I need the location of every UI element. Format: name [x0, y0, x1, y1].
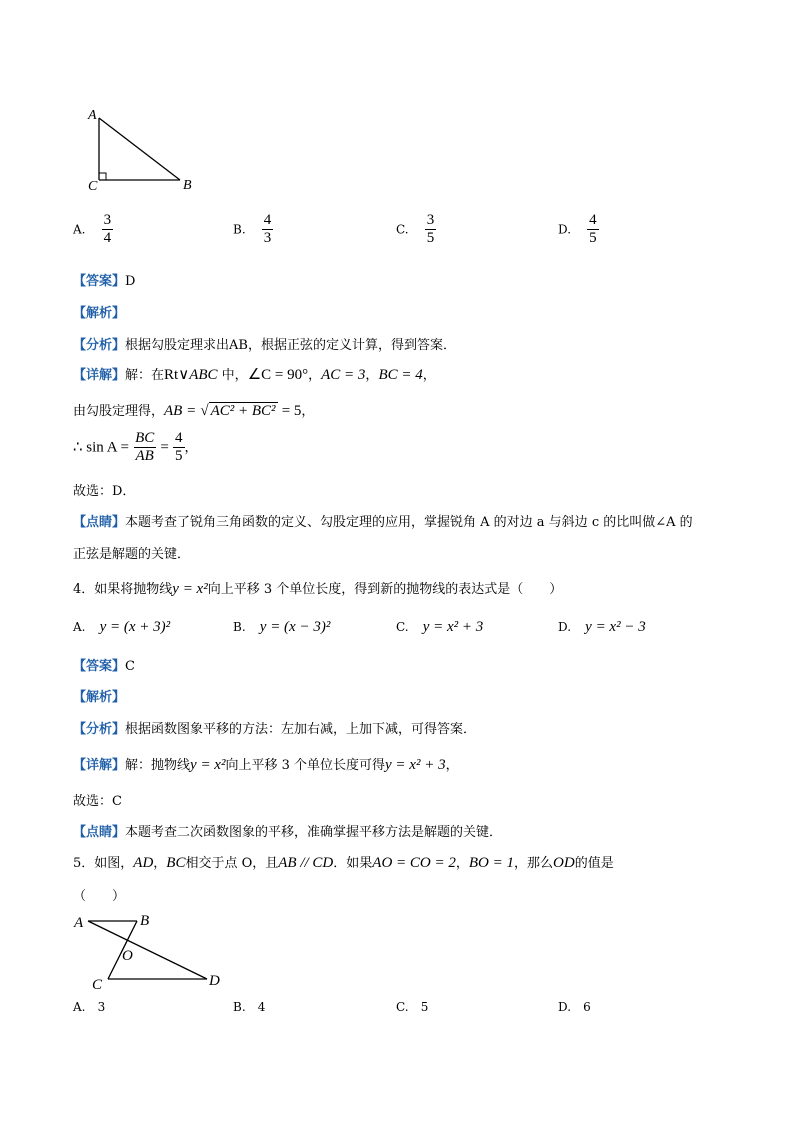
option-letter: D. — [558, 620, 572, 634]
denominator: 5 — [175, 448, 183, 465]
option-value: 3 — [97, 1000, 106, 1014]
q3-sin — [73, 430, 198, 466]
triangle-name: ABC — [189, 367, 218, 383]
fraction — [425, 212, 437, 248]
q3-option-d[interactable] — [558, 212, 599, 248]
stem-text: ，那么 — [514, 856, 554, 871]
option-value: 4 — [257, 1000, 266, 1014]
stem-pre: 4．如果将抛物线 — [73, 582, 173, 597]
xiangjie-tag: 【详解】 — [73, 758, 126, 773]
segment-bc: BC — [166, 855, 186, 871]
ab-value: = 5 — [281, 403, 302, 419]
q3-jiexi — [73, 302, 125, 321]
denominator: 4 — [103, 230, 112, 247]
answer-tag: 【答案】 — [73, 274, 126, 289]
option-letter: D. — [558, 1000, 572, 1014]
angle-c: ∠C = 90° — [247, 367, 309, 383]
dianjing-tag: 【点睛】 — [73, 515, 126, 530]
stem-equation: y = x² — [172, 581, 208, 597]
point-c-label: C — [92, 977, 103, 993]
point-a-label: A — [74, 915, 84, 931]
point-b-label: B — [140, 913, 150, 929]
sep: ， — [422, 368, 436, 383]
q3-option-b[interactable] — [233, 212, 273, 248]
fenxi-tag: 【分析】 — [73, 722, 126, 737]
option-letter: B. — [233, 620, 246, 634]
option-value: 5 — [420, 1000, 429, 1014]
length-equation: AO = CO = 2 — [372, 855, 456, 871]
option-expression: y = (x − 3)² — [259, 619, 331, 635]
jiexi-tag: 【解析】 — [73, 306, 126, 321]
text-mid: 中， — [217, 368, 248, 383]
option-letter: A. — [73, 222, 86, 237]
numerator: 4 — [589, 212, 597, 228]
option-expression: y = x² + 3 — [422, 619, 484, 635]
figure-right-triangle — [80, 100, 210, 200]
xiangjie-text: 解：在 — [125, 368, 165, 383]
q3-dianjing-line2 — [73, 543, 190, 562]
comma: ， — [184, 440, 198, 456]
segment-od: OD — [553, 855, 575, 871]
xiangjie-text: 解：抛物线 — [125, 758, 191, 773]
dianjing-text-2: 正弦是解题的关键． — [73, 547, 191, 562]
ac-eq: AC = 3 — [321, 367, 366, 383]
q3-xiangjie — [73, 364, 436, 384]
option-letter: A. — [73, 620, 86, 634]
fraction — [102, 212, 114, 248]
point-d-label: D — [209, 973, 220, 989]
option-expression: y = (x + 3)² — [99, 619, 171, 635]
option-letter: B. — [233, 1000, 246, 1014]
q5-option-a[interactable] — [73, 1000, 105, 1015]
guxuan-text: 故选：D． — [73, 484, 136, 499]
figure-parallel-segments — [70, 905, 230, 995]
q4-dianjing — [73, 821, 502, 840]
denominator: 5 — [426, 230, 435, 247]
xiangjie-tag: 【详解】 — [73, 368, 126, 383]
equation-2: y = x² + 3 — [385, 757, 446, 773]
q3-answer — [73, 270, 135, 289]
triangle-symbol: ∨ — [178, 367, 190, 383]
numerator: 3 — [103, 212, 112, 228]
fenxi-tag: 【分析】 — [73, 338, 126, 353]
comma: ， — [301, 404, 315, 419]
q5-option-c[interactable] — [396, 1000, 428, 1015]
parallel-relation: AB // CD — [278, 855, 334, 871]
answer-value: C — [125, 659, 135, 674]
stem-text: 5．如图， — [73, 856, 134, 871]
stem-text: 相交于点 O，且 — [185, 856, 279, 871]
therefore-sin: ∴ sin A = — [73, 439, 129, 456]
gougu-text: 由勾股定理得， — [73, 404, 165, 419]
q3-gougu — [73, 400, 314, 420]
option-letter: C. — [396, 222, 409, 237]
xiangjie-mid: 向上平移 3 个单位长度可得 — [225, 758, 386, 773]
option-letter: A. — [73, 1000, 86, 1014]
option-letter: C. — [396, 620, 409, 634]
fraction — [587, 212, 599, 248]
q5-option-b[interactable] — [233, 1000, 265, 1015]
q4-answer — [73, 655, 135, 674]
bo-equation: BO = 1 — [468, 855, 514, 871]
numerator: BC — [135, 430, 155, 446]
numerator: 4 — [175, 430, 183, 446]
stem-brackets: （ ） — [73, 889, 126, 904]
q3-dianjing-line1 — [73, 511, 693, 530]
sep: ， — [365, 368, 379, 383]
q4-option-a[interactable] — [73, 619, 170, 636]
xiangjie-end: ， — [445, 758, 459, 773]
q5-stem-line1 — [73, 852, 614, 872]
q4-guxuan — [73, 790, 122, 809]
ab-eq: AB = — [164, 403, 197, 419]
q5-option-d[interactable] — [558, 1000, 591, 1015]
dianjing-text: 本题考查了锐角三角函数的定义、勾股定理的应用，掌握锐角 A 的对边 a 与斜边 c 的比叫做∠A 的 — [125, 515, 693, 530]
q4-option-c[interactable] — [396, 619, 483, 636]
point-o-label: O — [122, 948, 133, 964]
q4-option-d[interactable] — [558, 619, 646, 636]
q3-option-a[interactable] — [73, 212, 113, 248]
dianjing-text: 本题考查二次函数图象的平移，准确掌握平移方法是解题的关键． — [125, 825, 503, 840]
option-value: 6 — [583, 1000, 591, 1014]
q4-xiangjie — [73, 754, 459, 774]
sqrt-expression: √ AC² + BC² — [200, 403, 276, 419]
jiexi-tag: 【解析】 — [73, 690, 126, 705]
fraction-bc-ab — [133, 430, 156, 466]
q4-option-b[interactable] — [233, 619, 330, 636]
denominator: AB — [135, 448, 154, 465]
option-letter: D. — [558, 222, 572, 237]
dianjing-tag: 【点睛】 — [73, 825, 126, 840]
comma: ， — [455, 856, 469, 871]
comma: ， — [153, 856, 167, 871]
denominator: 5 — [589, 230, 597, 247]
numerator: 3 — [426, 212, 435, 228]
q3-guxuan — [73, 480, 135, 499]
numerator: 4 — [263, 212, 272, 228]
radicand: AC² + BC² — [210, 403, 276, 419]
rt-label: Rt — [164, 367, 179, 383]
segment-ad: AD — [133, 855, 154, 871]
q5-stem-line2 — [73, 885, 125, 904]
stem-post: 向上平移 3 个单位长度，得到新的抛物线的表达式是（ ） — [207, 582, 563, 597]
option-letter: C. — [396, 1000, 409, 1014]
option-letter: B. — [233, 222, 246, 237]
fraction-4-5 — [173, 430, 185, 466]
answer-value: D — [125, 274, 136, 289]
fraction — [262, 212, 274, 248]
bc-eq: BC = 4 — [378, 367, 423, 383]
vertex-a-label: A — [88, 108, 97, 123]
fenxi-text: 根据函数图象平移的方法：左加右减，上加下减，可得答案． — [125, 722, 477, 737]
fenxi-text: 根据勾股定理求出AB，根据正弦的定义计算，得到答案． — [125, 338, 456, 353]
equals: = — [160, 439, 169, 456]
denominator: 3 — [263, 230, 272, 247]
option-expression: y = x² − 3 — [585, 619, 646, 635]
equation-1: y = x² — [190, 757, 226, 773]
vertex-c-label: C — [88, 179, 98, 194]
q4-fenxi — [73, 718, 476, 737]
q4-jiexi — [73, 686, 125, 705]
q3-option-c[interactable] — [396, 212, 436, 248]
answer-tag: 【答案】 — [73, 659, 126, 674]
sep: ， — [308, 368, 322, 383]
q3-fenxi — [73, 334, 456, 353]
guxuan-text: 故选：C — [73, 794, 122, 809]
stem-text: ．如果 — [333, 856, 373, 871]
q4-stem — [73, 578, 562, 598]
vertex-b-label: B — [183, 178, 192, 193]
stem-text: 的值是 — [574, 856, 614, 871]
